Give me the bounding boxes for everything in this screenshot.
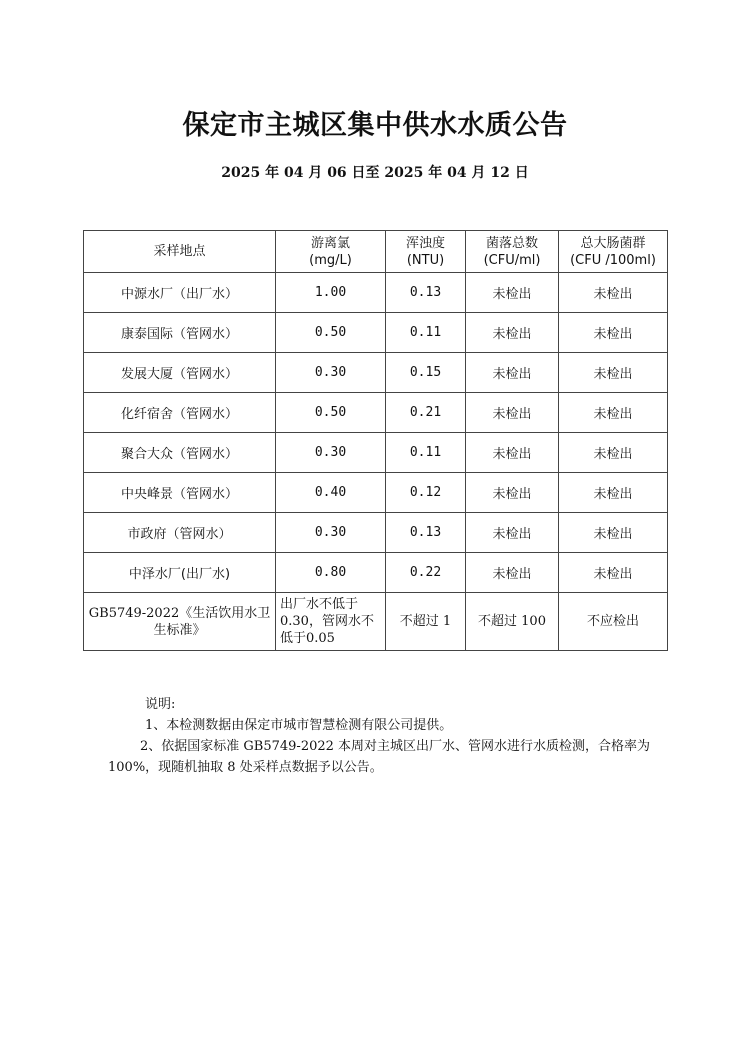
header-coliform (559, 231, 668, 273)
colony-cell: 未检出 (466, 313, 559, 353)
chlorine-cell: 0.80 (276, 553, 386, 593)
document-title: 保定市主城区集中供水水质公告 (182, 110, 568, 141)
coliform-cell: 未检出 (559, 513, 668, 553)
chlorine-cell: 0.40 (276, 473, 386, 513)
header-free-chlorine (276, 231, 386, 273)
colony-cell: 未检出 (466, 273, 559, 313)
location-cell: 中泽水厂(出厂水) (84, 553, 276, 593)
colony-cell: 未检出 (466, 513, 559, 553)
location-cell: 市政府（管网水） (84, 513, 276, 553)
coliform-cell: 未检出 (559, 393, 668, 433)
turbidity-cell: 0.13 (386, 513, 466, 553)
turbidity-cell: 0.21 (386, 393, 466, 433)
coliform-cell: 未检出 (559, 313, 668, 353)
header-label: 总大肠菌群 (580, 235, 646, 251)
date-range: 2025 年 04 月 06 日至 2025 年 04 月 12 日 (221, 165, 529, 181)
standard-colony-cell: 不超过 100 (466, 593, 559, 651)
header-unit: (NTU) (406, 252, 445, 268)
header-unit: (CFU /100ml) (570, 252, 656, 268)
header-colony-count (466, 231, 559, 273)
chlorine-cell: 0.30 (276, 433, 386, 473)
coliform-cell: 未检出 (559, 473, 668, 513)
table-row (84, 393, 668, 433)
turbidity-cell: 0.12 (386, 473, 466, 513)
header-turbidity (386, 231, 466, 273)
table-row (84, 353, 668, 393)
table-row (84, 553, 668, 593)
turbidity-cell: 0.15 (386, 353, 466, 393)
turbidity-cell: 0.13 (386, 273, 466, 313)
notes-heading: 说明: (145, 697, 176, 712)
header-label: 菌落总数 (485, 235, 538, 251)
chlorine-cell: 1.00 (276, 273, 386, 313)
header-label: 游离氯 (310, 235, 350, 251)
coliform-cell: 未检出 (559, 433, 668, 473)
turbidity-cell: 0.22 (386, 553, 466, 593)
header-unit: (CFU/ml) (483, 252, 541, 268)
chlorine-cell: 0.30 (276, 353, 386, 393)
location-cell: 中源水厂（出厂水） (84, 273, 276, 313)
colony-cell: 未检出 (466, 353, 559, 393)
water-quality-table (83, 230, 668, 651)
notes-section (108, 694, 673, 778)
header-unit: (mg/L) (309, 252, 352, 268)
note-item: 1、本检测数据由保定市城市智慧检测有限公司提供。 (145, 718, 453, 733)
table-header-row (84, 231, 668, 273)
coliform-cell: 未检出 (559, 353, 668, 393)
standard-turbidity-cell: 不超过 1 (386, 593, 466, 651)
table-row (84, 273, 668, 313)
colony-cell: 未检出 (466, 473, 559, 513)
header-label: 采样地点 (153, 244, 206, 259)
location-cell: 中央峰景（管网水） (84, 473, 276, 513)
table-row (84, 433, 668, 473)
turbidity-cell: 0.11 (386, 433, 466, 473)
coliform-cell: 未检出 (559, 553, 668, 593)
location-cell: 发展大厦（管网水） (84, 353, 276, 393)
location-cell: 化纤宿舍（管网水） (84, 393, 276, 433)
table-row (84, 313, 668, 353)
coliform-cell: 未检出 (559, 273, 668, 313)
turbidity-cell: 0.11 (386, 313, 466, 353)
colony-cell: 未检出 (466, 433, 559, 473)
standard-chlorine-cell: 出厂水不低于0.30，管网水不低于0.05 (276, 593, 386, 651)
colony-cell: 未检出 (466, 393, 559, 433)
standard-coliform-cell: 不应检出 (559, 593, 668, 651)
header-location (84, 231, 276, 273)
chlorine-cell: 0.50 (276, 313, 386, 353)
chlorine-cell: 0.30 (276, 513, 386, 553)
location-cell: 聚合大众（管网水） (84, 433, 276, 473)
chlorine-cell: 0.50 (276, 393, 386, 433)
table-row (84, 513, 668, 553)
standard-row (84, 593, 668, 651)
location-cell: 康泰国际（管网水） (84, 313, 276, 353)
note-item: 2、依据国家标准 GB5749-2022 本周对主城区出厂水、管网水进行水质检测，合格率为 100%，现随机抽取 8 处采样点数据予以公告。 (108, 739, 651, 775)
header-label: 浑浊度 (405, 235, 445, 251)
table-row (84, 473, 668, 513)
standard-name-cell: GB5749-2022《生活饮用水卫生标准》 (84, 593, 276, 651)
colony-cell: 未检出 (466, 553, 559, 593)
